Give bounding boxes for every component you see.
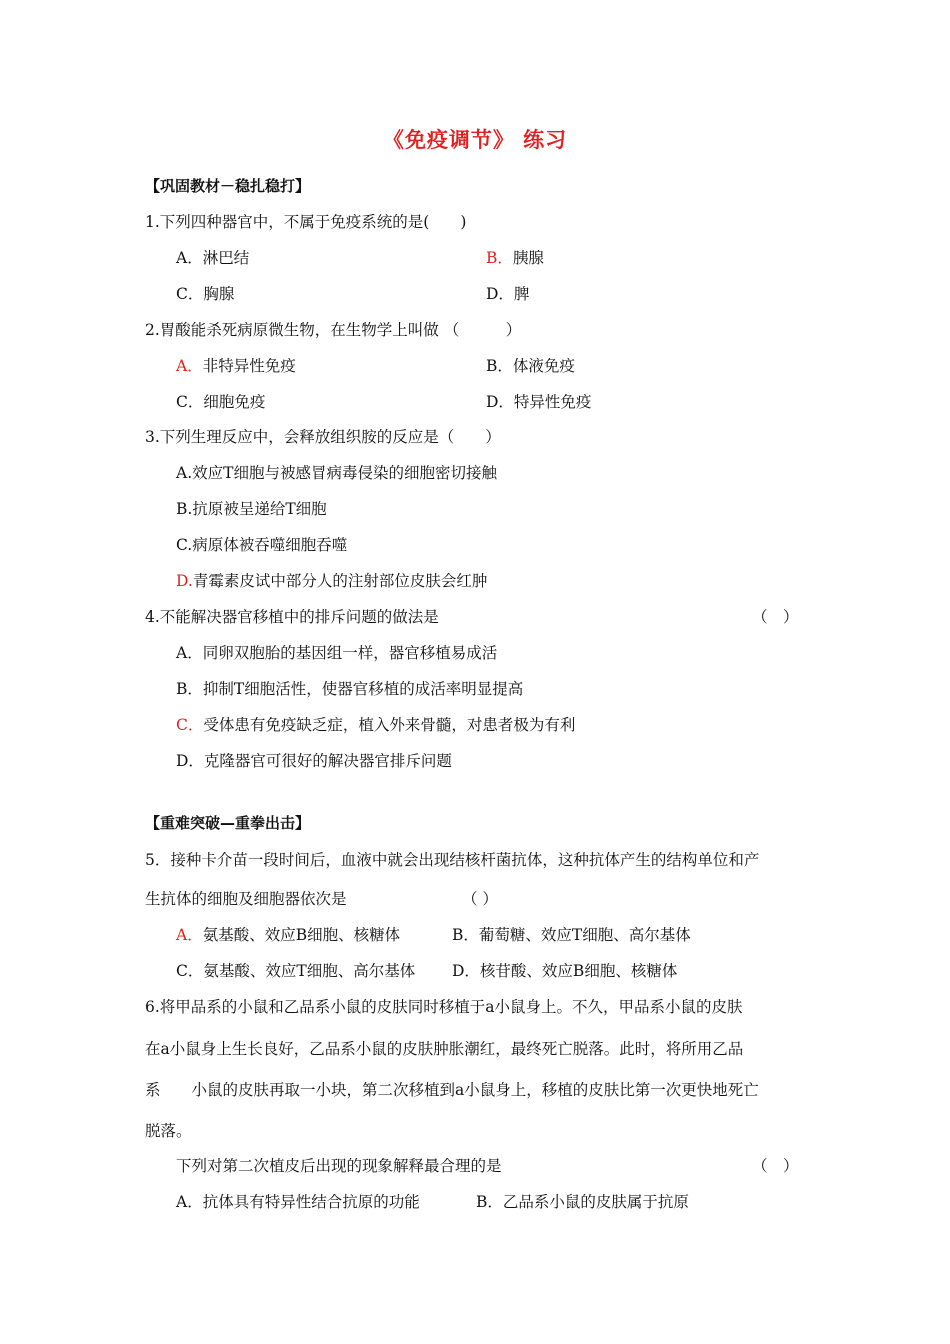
question-2-option-d: D．特异性免疫	[486, 393, 592, 411]
question-3-option-b: B.抗原被呈递给T细胞	[176, 500, 327, 518]
question-6-line-4: 脱落。	[145, 1122, 192, 1140]
question-6-option-b: B．乙品系小鼠的皮肤属于抗原	[476, 1193, 689, 1211]
option-text: 青霉素皮试中部分人的注射部位皮肤会红肿	[192, 572, 488, 590]
question-4-option-a: A．同卵双胞胎的基因组一样，器官移植易成活	[176, 644, 498, 662]
question-1-option-a: A．淋巴结	[176, 249, 250, 267]
question-6-line-2: 在a小鼠身上生长良好，乙品系小鼠的皮肤肿胀潮红，最终死亡脱落。此时，将所用乙品	[145, 1040, 744, 1058]
section-heading-consolidate: 【巩固教材－稳扎稳打】	[145, 177, 311, 195]
question-5-option-c: C．氨基酸、效应T细胞、高尔基体	[176, 962, 416, 980]
question-6-option-a: A．抗体具有特异性结合抗原的功能	[176, 1193, 420, 1211]
question-5-option-d: D．核苷酸、效应B细胞、核糖体	[452, 962, 678, 980]
question-3-option-d	[176, 571, 487, 591]
question-4-answer-blank: （ ）	[752, 608, 799, 626]
question-5-stem-line-1: 5．接种卡介苗一段时间后，血液中就会出现结核杆菌抗体，这种抗体产生的结构单位和产	[145, 851, 760, 869]
question-3-option-a: A.效应T细胞与被感冒病毒侵染的细胞密切接触	[176, 464, 497, 482]
question-2-option-b: B．体液免疫	[486, 357, 575, 375]
answer-marker: A．	[176, 926, 203, 944]
question-1-option-c: C．胸腺	[176, 285, 235, 303]
answer-marker: C．	[176, 716, 204, 734]
answer-marker: A．	[176, 357, 203, 375]
question-5-option-a	[176, 925, 400, 945]
question-6-answer-blank: （ ）	[752, 1157, 799, 1175]
option-text: 胰腺	[512, 249, 544, 267]
page-title: 《免疫调节》 练习	[382, 127, 568, 152]
question-6-prompt: 下列对第二次植皮后出现的现象解释最合理的是	[176, 1157, 502, 1175]
question-4-option-d: D．克隆器官可很好的解决器官排斥问题	[176, 752, 452, 770]
question-4-option-b: B．抑制T细胞活性，使器官移植的成活率明显提高	[176, 680, 524, 698]
question-5-option-b: B．葡萄糖、效应T细胞、高尔基体	[452, 926, 691, 944]
section-heading-breakthrough: 【重难突破—重拳出击】	[145, 814, 311, 832]
answer-marker: D.	[176, 572, 193, 590]
question-5-stem-line-2: 生抗体的细胞及细胞器依次是	[145, 890, 347, 908]
question-2-option-a	[176, 356, 296, 376]
question-4-stem: 4.不能解决器官移植中的排斥问题的做法是	[145, 608, 439, 626]
option-text: 非特异性免疫	[202, 357, 296, 375]
question-4-option-c	[176, 715, 575, 735]
question-1-option-b	[486, 248, 544, 268]
question-3-stem: 3.下列生理反应中，会释放组织胺的反应是（ ）	[145, 428, 501, 446]
question-2-stem: 2.胃酸能杀死病原微生物，在生物学上叫做 （ ）	[145, 321, 522, 339]
option-text: 氨基酸、效应B细胞、核糖体	[202, 926, 401, 944]
question-5-answer-blank: （ ）	[462, 890, 498, 908]
answer-marker: B．	[486, 249, 513, 267]
option-text: 受体患有免疫缺乏症，植入外来骨髓，对患者极为有利	[203, 716, 576, 734]
question-6-line-3: 系 小鼠的皮肤再取一小块，第二次移植到a小鼠身上，移植的皮肤比第一次更快地死亡	[145, 1081, 759, 1099]
question-2-option-c: C．细胞免疫	[176, 393, 266, 411]
question-6-line-1: 6.将甲品系的小鼠和乙品系小鼠的皮肤同时移植于a小鼠身上。不久，甲品系小鼠的皮肤	[145, 998, 743, 1016]
question-1-stem: 1.下列四种器官中，不属于免疫系统的是( )	[145, 213, 467, 231]
question-3-option-c: C.病原体被吞噬细胞吞噬	[176, 536, 348, 554]
question-1-option-d: D．脾	[486, 285, 530, 303]
